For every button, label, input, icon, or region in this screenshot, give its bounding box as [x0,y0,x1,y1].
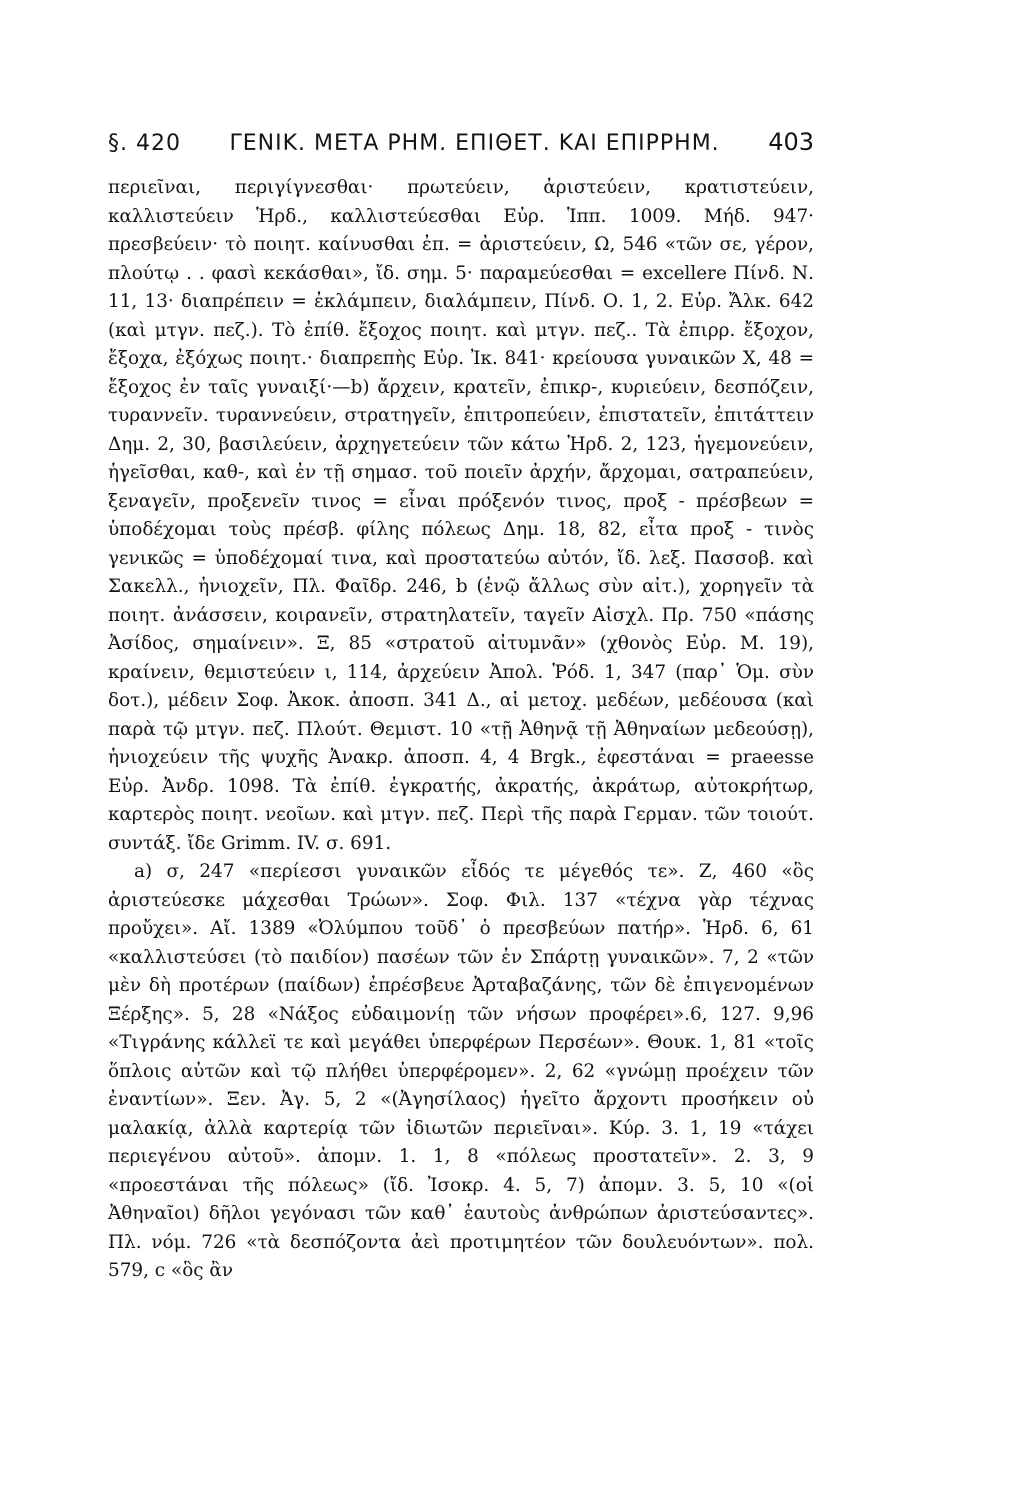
running-head [108,128,814,174]
running-title: ΓΕΝΙΚ. ΜΕΤΑ ΡΗΜ. ΕΠΙΘΕΤ. ΚΑΙ ΕΠΙΡΡΗΜ. [229,131,720,156]
section-number: §. 420 [108,131,181,156]
page-number: 403 [768,128,814,156]
book-page [108,128,814,1286]
paragraph-examples: a) σ, 247 «περίεσσι γυναικῶν εἶδός τε μέγεθός τε». Ζ, 460 «ὃς ἀριστεύεσκε μάχεσθαι Τρώων». Σοφ. Φιλ. 137 «τέχνα γὰρ τέχνας προὔχει». Αἴ. 1389 «Ὀλύμπου τοῦδ᾽ ὁ πρεσβεύων πατήρ». Ἡρδ. 6, 61 «καλλιστεύσει (τὸ παιδίον) πασέων τῶν ἐν Σπάρτῃ γυναικῶν». 7, 2 «τῶν μὲν δὴ προτέρων (παίδων) ἐπρέσβευε Ἀρταβαζάνης, τῶν δὲ ἐπιγενομένων Ξέρξης». 5, 28 «Νάξος εὐδαιμονίῃ τῶν νήσων προφέρει».6, 127. 9,96 «Τιγράνης κάλλεϊ τε καὶ μεγάθει ὑπερφέρων Περσέων». Θουκ. 1, 81 «τοῖς ὅπλοις αὐτῶν καὶ τῷ πλήθει ὑπερφέρομεν». 2, 62 «γνώμῃ προέχειν τῶν ἐναντίων». Ξεν. Ἀγ. 5, 2 «(Ἀγησίλαος) ἡγεῖτο ἄρχοντι προσήκειν οὐ μαλακίᾳ, ἀλλὰ καρτερίᾳ τῶν ἰδιωτῶν περιεῖναι». Κύρ. 3. 1, 19 «τάχει περιεγένου αὐτοῦ». ἀπομν. 1. 1, 8 «πόλεως προστατεῖν». 2. 3, 9 «προεστάναι τῆς πόλεως» (ἴδ. Ἰσοκρ. 4. 5, 7) ἀπομν. 3. 5, 10 «(οἱ Ἀθηναῖοι) δῆλοι γεγόνασι τῶν καθ᾽ ἑαυτοὺς ἀνθρώπων ἀριστεύσαντες». Πλ. νόμ. 726 «τὰ δεσπόζοντα ἀεὶ προτιμητέον τῶν δουλευόντων». πολ. 579, c «ὃς ἂν [108,861,814,1281]
paragraph-definitions: περιεῖναι, περιγίγνεσθαι· πρωτεύειν, ἀριστεύειν, κρατιστεύειν, καλλιστεύειν Ἡρδ., καλλιστεύεσθαι Εὐρ. Ἱππ. 1009. Μήδ. 947· πρεσβεύειν· τὸ ποιητ. καίνυσθαι ἐπ. = ἀριστεύειν, Ω, 546 «τῶν σε, γέρον, πλούτῳ . . φασὶ κεκάσθαι», ἴδ. σημ. 5· παραμεύεσθαι = excellere Πίνδ. Ν. 11, 13· διαπρέπειν = ἐκλάμπειν, διαλάμπειν, Πίνδ. Ο. 1, 2. Εὐρ. Ἄλκ. 642 (καὶ μτγν. πεζ.). Τὸ ἐπίθ. ἔξοχος ποιητ. καὶ μτγν. πεζ.. Τὰ ἐπιρρ. ἔξοχον, ἔξοχα, ἐξόχως ποιητ.· διαπρεπὴς Εὐρ. Ἰκ. 841· κρείουσα γυναικῶν Χ, 48 = ἔξοχος ἐν ταῖς γυναιξί·—b) ἄρχειν, κρατεῖν, ἐπικρ-, κυριεύειν, δεσπόζειν, τυραννεῖν. τυραννεύειν, στρατηγεῖν, ἐπιτροπεύειν, ἐπιστατεῖν, ἐπιτάττειν Δημ. 2, 30, βασιλεύειν, ἀρχηγετεύειν τῶν κάτω Ἡρδ. 2, 123, ἡγεμονεύειν, ἡγεῖσθαι, καθ-, καὶ ἐν τῇ σημασ. τοῦ ποιεῖν ἀρχήν, ἄρχομαι, σατραπεύειν, ξεναγεῖν, προξενεῖν τινος = εἶναι πρόξενόν τινος, προξ - πρέσβεων = ὑποδέχομαι τοὺς πρέσβ. φίλης πόλεως Δημ. 18, 82, εἶτα προξ - τινὸς γενικῶς = ὑποδέχομαί τινα, καὶ προστατεύω αὐτόν, ἴδ. λεξ. Πασσοβ. καὶ Σακελλ., ἡνιοχεῖν, Πλ. Φαῖδρ. 246, b (ἐνῷ ἄλλως σὺν αἰτ.), χορηγεῖν τὰ ποιητ. ἀνάσσειν, κοιρανεῖν, στρατηλατεῖν, ταγεῖν Αἰσχλ. Πρ. 750 «πάσης Ἀσίδος, σημαίνειν». Ξ, 85 «στρατοῦ αἰτυμνᾶν» (χθονὸς Εὐρ. Μ. 19), κραίνειν, θεμιστεύειν ι, 114, ἀρχεύειν Ἀπολ. Ῥόδ. 1, 347 (παρ᾽ Ὁμ. σὺν δοτ.), μέδειν Σοφ. Ἀκοκ. ἀποσπ. 341 Δ., αἱ μετοχ. μεδέων, μεδέουσα (καὶ παρὰ τῷ μτγν. πεζ. Πλούτ. Θεμιστ. 10 «τῇ Ἀθηνᾷ τῇ Ἀθηναίων μεδεούσῃ), ἡνιοχεύειν τῆς ψυχῆς Ἀνακρ. ἀποσπ. 4, 4 Brgk., ἐφεστάναι = praeesse Εὐρ. Ἀνδρ. 1098. Τὰ ἐπίθ. ἐγκρατής, ἀκρατής, ἀκράτωρ, αὐτοκρήτωρ, καρτερὸς ποιητ. νεοῖων. καὶ μτγν. πεζ. Περὶ τῆς παρὰ Γερμαν. τῶν τοιούτ. συντάξ. ἴδε Grimm. IV. σ. 691. [108,177,814,854]
